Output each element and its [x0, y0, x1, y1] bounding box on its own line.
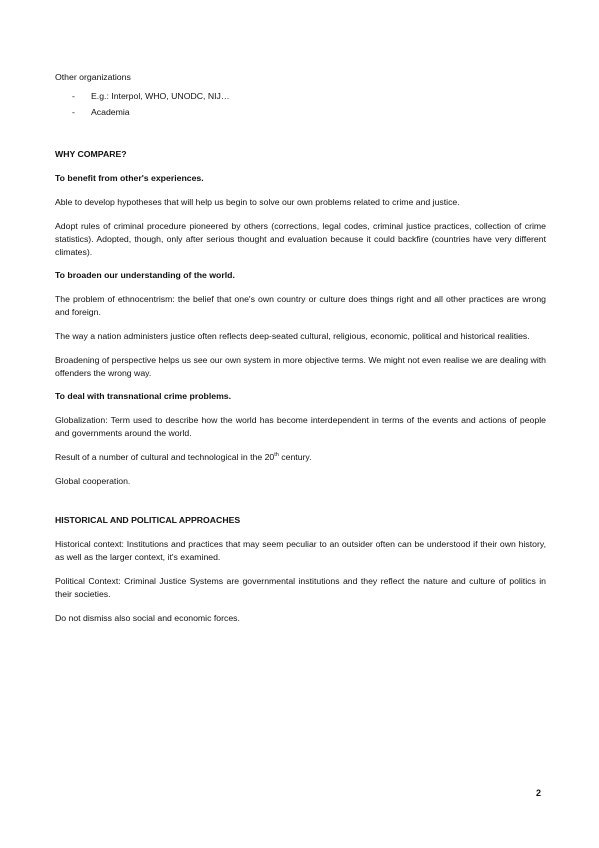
result-text: Result of a number of cultural and technological in the 20 — [55, 452, 275, 462]
list-item-text: E.g.: Interpol, WHO, UNODC, NIJ… — [91, 91, 230, 101]
globalization-paragraph: Globalization: Term used to describe how the world has become interdependent in terms of the events and actions of people and governments around the world. — [55, 415, 546, 438]
page-content — [55, 71, 546, 625]
list-item — [55, 106, 546, 122]
list-item — [55, 90, 546, 106]
hypotheses-paragraph: Able to develop hypotheses that will help us begin to solve our own problems related to crime and justice. — [55, 197, 460, 207]
result-paragraph — [55, 451, 546, 464]
organizations-list — [55, 90, 546, 122]
ordinal-superscript: th — [274, 452, 279, 458]
justice-realities-paragraph: The way a nation administers justice often reflects deep-seated cultural, religious, economic, political and historical realities. — [55, 331, 530, 341]
broaden-subheading: To broaden our understanding of the world. — [55, 270, 235, 280]
transnational-subheading: To deal with transnational crime problems. — [55, 391, 232, 401]
bullet-dash: - — [72, 107, 75, 117]
adopt-rules-paragraph: Adopt rules of criminal procedure pioneered by others (corrections, legal codes, criminal justice practices, collection of crime statistics). Adopted, though, only after serious thought and evaluation because it could backfire (countries have very different climates). — [55, 221, 546, 257]
why-compare-heading: WHY COMPARE? — [55, 149, 127, 159]
ethnocentrism-paragraph: The problem of ethnocentrism: the belief that one's own country or culture does things right and all other practices are wrong and foreign. — [55, 294, 546, 317]
global-cooperation-paragraph: Global cooperation. — [55, 476, 131, 486]
political-context-paragraph: Political Context: Criminal Justice Systems are governmental institutions and they reflect the nature and culture of politics in their societies. — [55, 576, 546, 599]
benefit-subheading: To benefit from other's experiences. — [55, 173, 204, 183]
perspective-paragraph: Broadening of perspective helps us see our own system in more objective terms. We might not even realise we are dealing with offenders the wrong way. — [55, 355, 546, 378]
result-text-end: century. — [278, 452, 312, 462]
historical-context-paragraph: Historical context: Institutions and practices that may seem peculiar to an outsider often can be understood if their own history, as well as the larger context, it's examined. — [55, 539, 546, 562]
other-organizations-label: Other organizations — [55, 72, 131, 82]
list-item-text: Academia — [91, 107, 130, 117]
page-number: 2 — [536, 788, 542, 798]
bullet-dash: - — [72, 91, 75, 101]
historical-political-heading: HISTORICAL AND POLITICAL APPROACHES — [55, 515, 241, 525]
social-economic-paragraph: Do not dismiss also social and economic forces. — [55, 613, 240, 623]
